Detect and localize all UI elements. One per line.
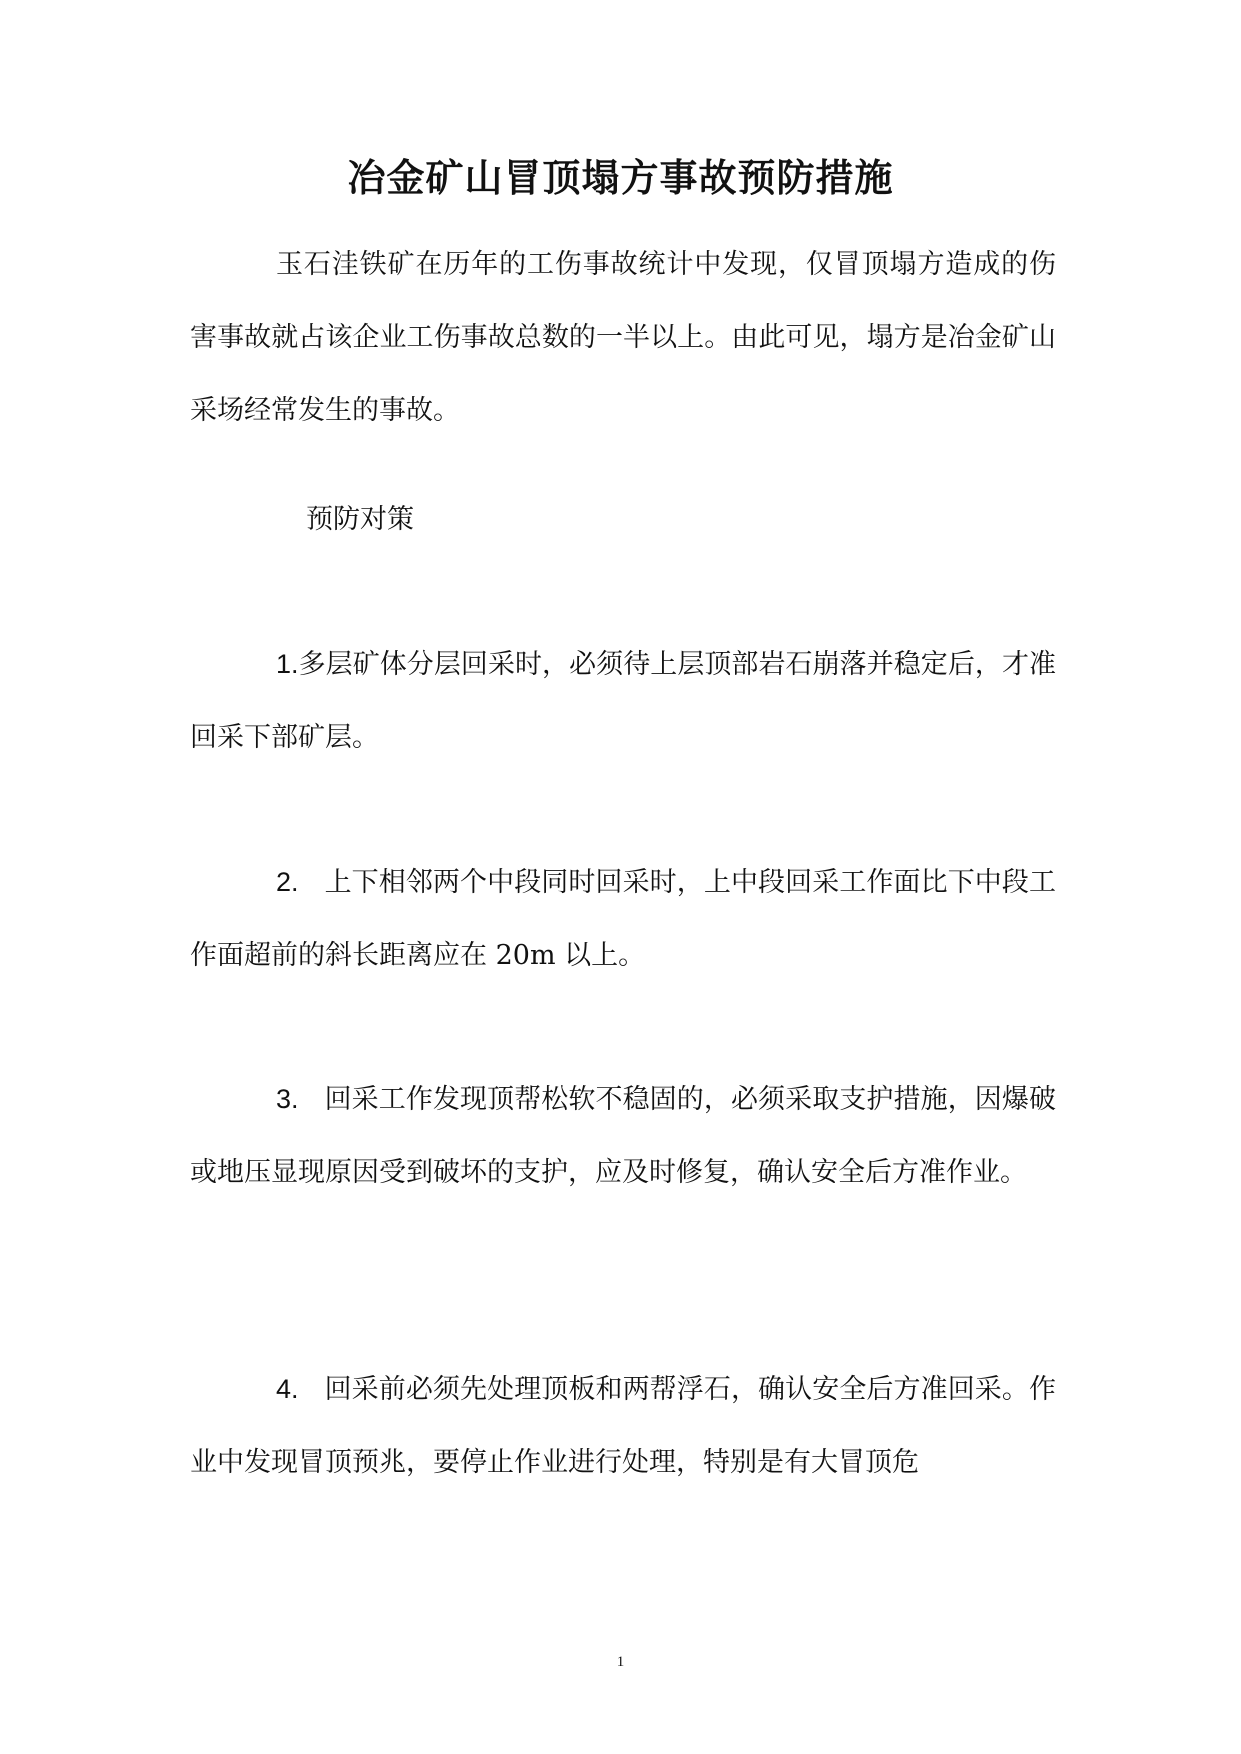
- page-number: 1: [616, 1654, 625, 1670]
- list-item-text: 回采工作发现顶帮松软不稳固的，必须采取支护措施，因爆破或地压显现原因受到破坏的支护，应及时修复，确认安全后方准作业。: [190, 1084, 1056, 1188]
- list-item-3: [190, 1063, 1056, 1209]
- intro-paragraph: 玉石洼铁矿在历年的工伤事故统计中发现，仅冒顶塌方造成的伤害事故就占该企业工伤事故总数的一半以上。由此可见，塌方是冶金矿山采场经常发生的事故。: [190, 249, 1056, 426]
- document-title: 冶金矿山冒顶塌方事故预防措施: [347, 155, 894, 200]
- list-item-1: [190, 628, 1056, 774]
- list-item-number: 1.: [276, 649, 299, 679]
- list-item-number: 4.: [276, 1374, 299, 1404]
- list-item-2: [190, 846, 1056, 992]
- list-item-4: [190, 1353, 1056, 1499]
- section-heading: 预防对策: [306, 504, 414, 535]
- list-item-number: 3.: [276, 1084, 299, 1114]
- list-item-text: 上下相邻两个中段同时回采时，上中段回采工作面比下中段工作面超前的斜长距离应在 20m 以上。: [190, 867, 1056, 971]
- list-item-text: 回采前必须先处理顶板和两帮浮石，确认安全后方准回采。作业中发现冒顶预兆，要停止作业进行处理，特别是有大冒顶危: [190, 1374, 1056, 1478]
- list-item-text: 多层矿体分层回采时，必须待上层顶部岩石崩落并稳定后，才准回采下部矿层。: [190, 649, 1056, 753]
- list-item-number: 2.: [276, 867, 299, 897]
